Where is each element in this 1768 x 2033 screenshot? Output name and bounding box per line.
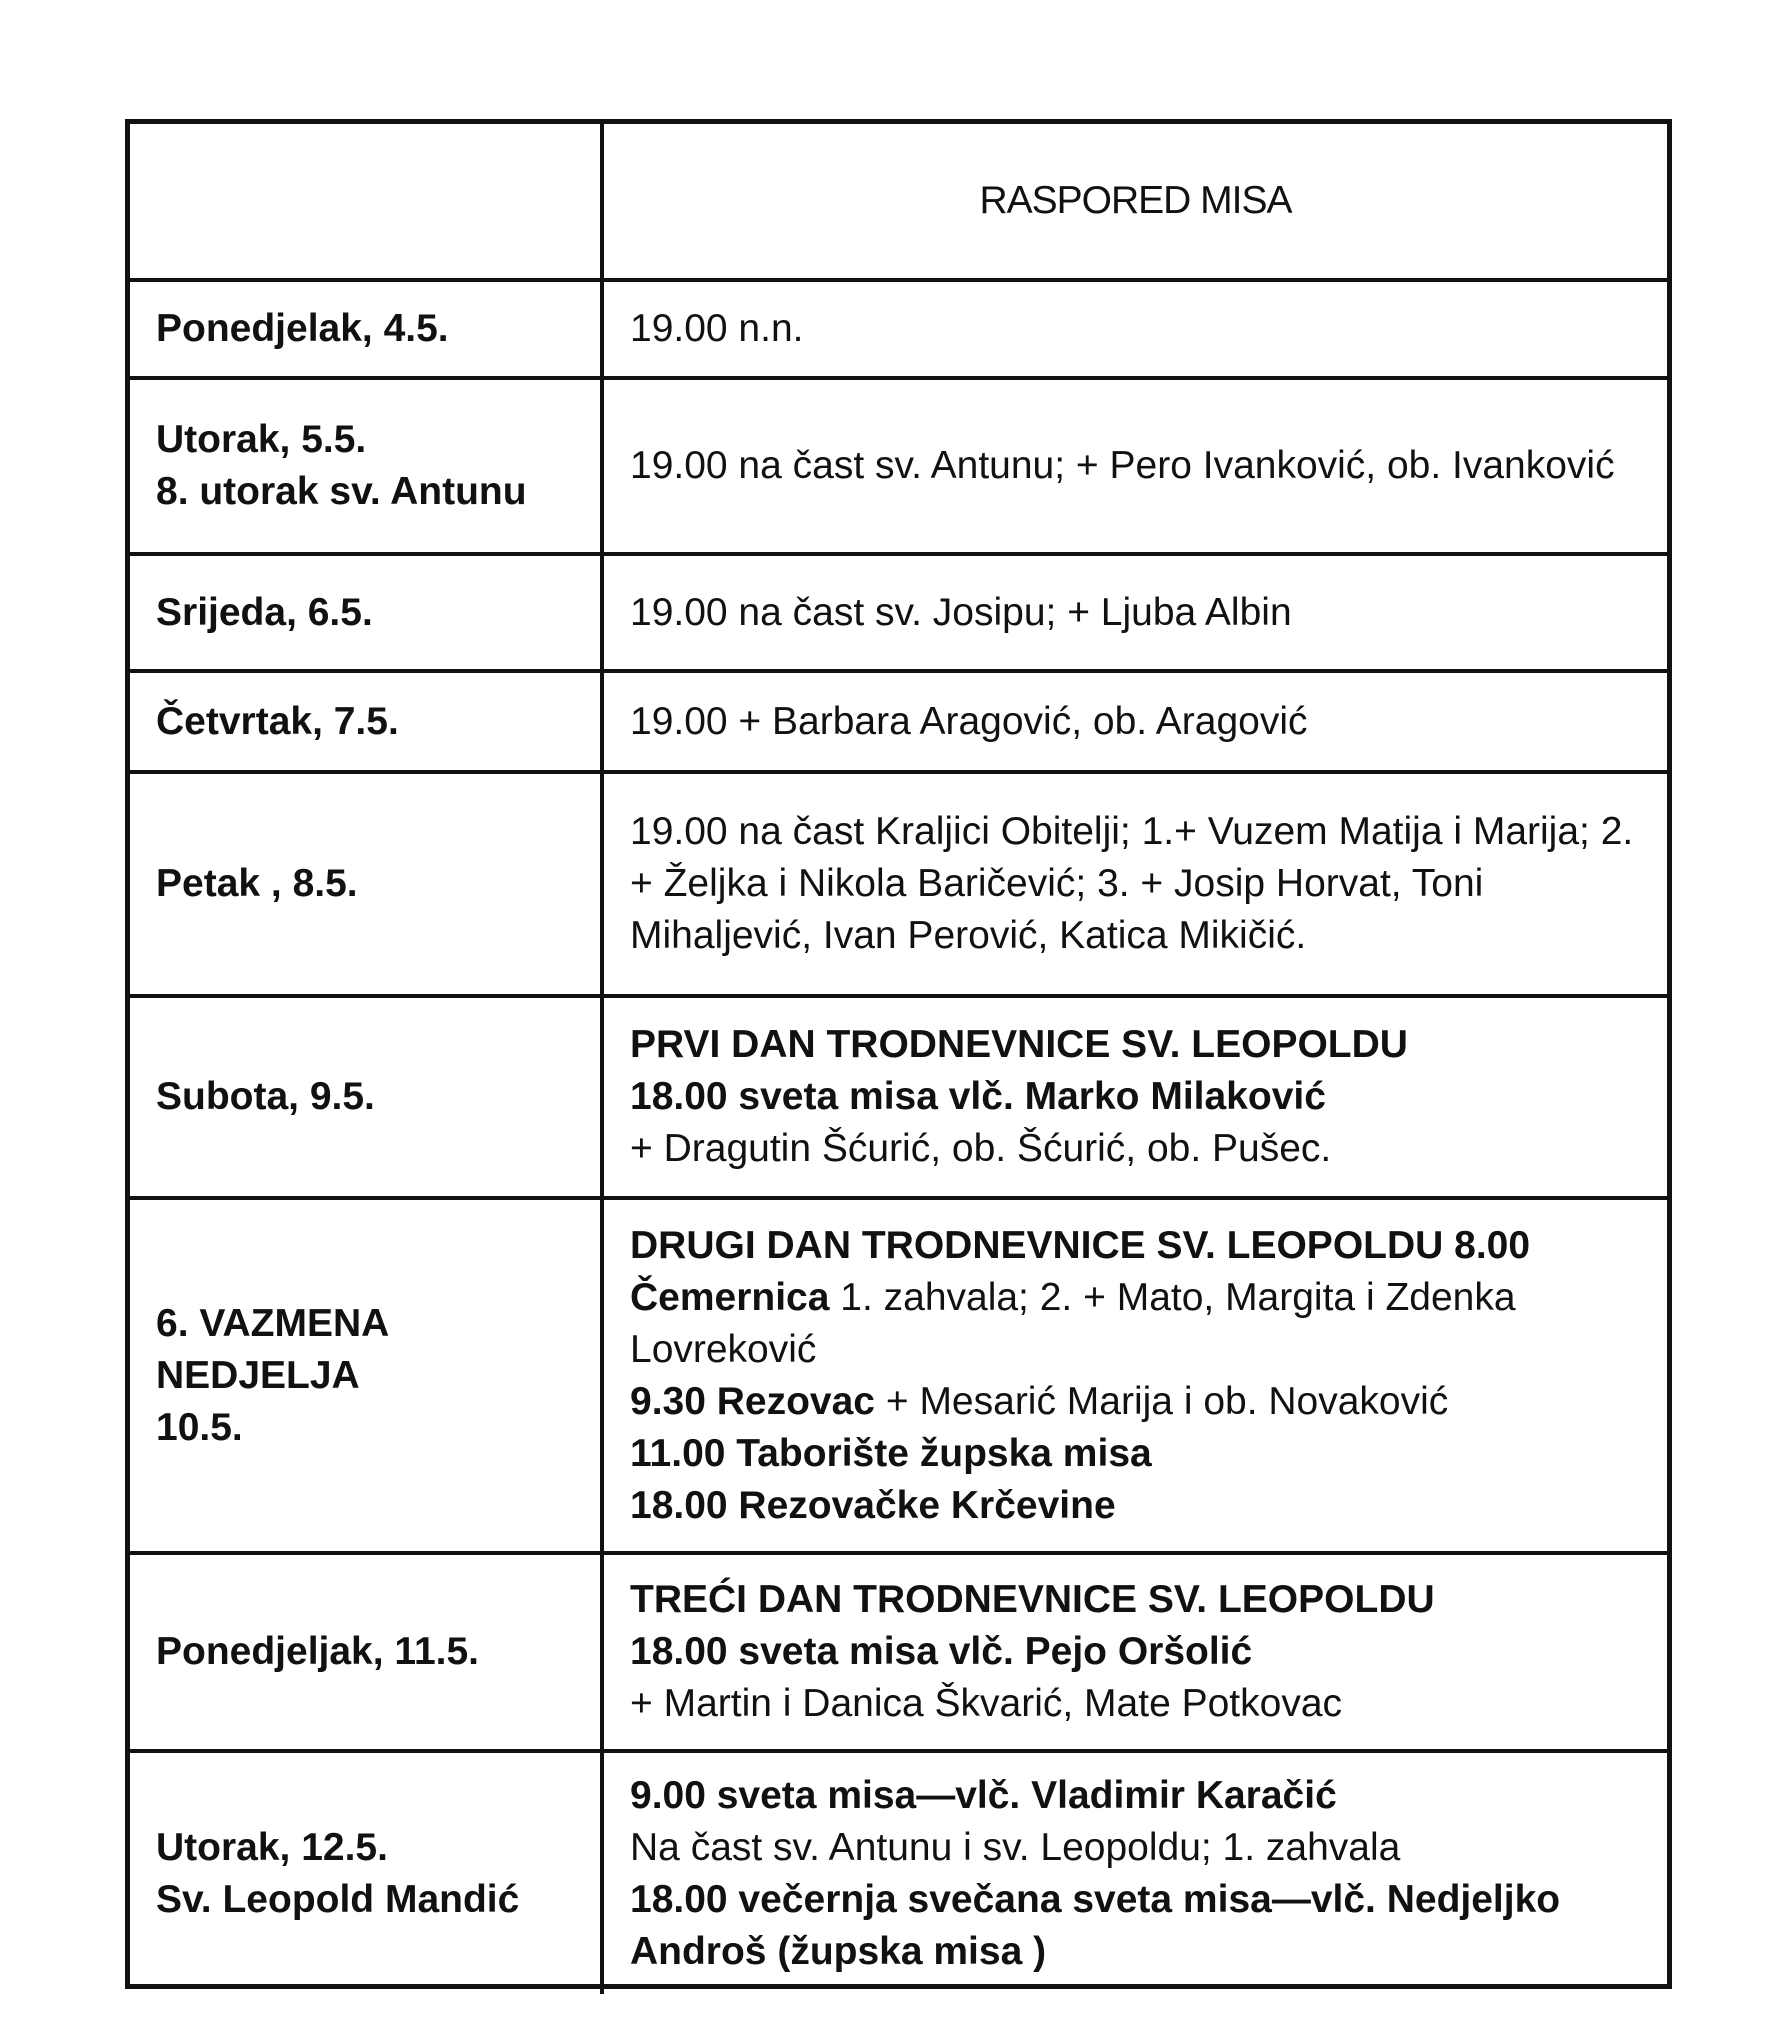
day-cell — [130, 996, 602, 1198]
mass-cell — [602, 1553, 1667, 1751]
table-row — [130, 772, 1667, 996]
table-row — [130, 1198, 1667, 1553]
table-row — [130, 378, 1667, 554]
mass-cell — [602, 378, 1667, 554]
mass-line: 19.00 + Barbara Aragović, ob. Aragović — [630, 699, 1308, 743]
day-date: 10.5. — [156, 1405, 243, 1449]
day-label: Ponedjeljak, 11.5. — [156, 1630, 480, 1673]
mass-intention: + Martin i Danica Škvarić, Mate Potkovac — [630, 1682, 1343, 1725]
table-row — [130, 1553, 1667, 1751]
mass-cell — [602, 772, 1667, 996]
day-cell — [130, 554, 602, 671]
table-row — [130, 280, 1667, 378]
mass-line — [630, 1376, 1641, 1428]
header-empty-cell — [130, 124, 602, 280]
day-label: Utorak, 5.5. — [156, 418, 367, 461]
mass-time-celebrant: 18.00 sveta misa vlč. Marko Milaković — [630, 1075, 1326, 1118]
mass-schedule-table — [130, 124, 1667, 1994]
mass-intention: Na čast sv. Antunu i sv. Leopoldu; 1. zahvala — [630, 1825, 1401, 1869]
mass-time-celebrant: 9.00 sveta misa—vlč. Vladimir Karačić — [630, 1773, 1337, 1817]
mass-time-celebrant: 18.00 večernja svečana sveta misa—vlč. Nedjeljko Androš (župska misa ) — [630, 1877, 1561, 1973]
mass-cell — [602, 280, 1667, 378]
day-label: 6. VAZMENA — [156, 1301, 390, 1345]
mass-intention: 1. zahvala; 2. + Mato, Margita i Zdenka Lovreković — [630, 1275, 1516, 1371]
table-row — [130, 996, 1667, 1198]
day-label: Ponedjelak, 4.5. — [156, 307, 449, 350]
day-cell — [130, 1553, 602, 1751]
day-cell — [130, 772, 602, 996]
day-cell — [130, 671, 602, 772]
mass-intention: + Dragutin Šćurić, ob. Šćurić, ob. Pušec. — [630, 1127, 1332, 1170]
mass-location: 11.00 Taborište župska misa — [630, 1431, 1152, 1475]
day-cell — [130, 378, 602, 554]
mass-line: 19.00 na čast sv. Josipu; + Ljuba Albin — [630, 590, 1292, 634]
mass-line — [630, 1220, 1641, 1376]
mass-cell — [602, 671, 1667, 772]
table-row — [130, 671, 1667, 772]
day-label: NEDJELJA — [156, 1353, 360, 1397]
mass-line: 19.00 na čast sv. Antunu; + Pero Ivanković, ob. Ivanković — [630, 444, 1615, 487]
mass-schedule-sheet — [125, 119, 1672, 1989]
mass-intention: + Mesarić Marija i ob. Novaković — [875, 1379, 1449, 1423]
day-label: Petak , 8.5. — [156, 862, 358, 905]
day-label: Četvrtak, 7.5. — [156, 699, 399, 743]
triduum-heading: TREĆI DAN TRODNEVNICE SV. LEOPOLDU — [630, 1578, 1435, 1621]
header-row — [130, 124, 1667, 280]
day-label: Srijeda, 6.5. — [156, 590, 373, 634]
mass-cell — [602, 996, 1667, 1198]
mass-cell — [602, 1198, 1667, 1553]
mass-line: 19.00 na čast Kraljici Obitelji; 1.+ Vuzem Matija i Marija; 2. + Željka i Nikola Baričević; 3. + Josip Horvat, Toni Mihaljević, Ivan Perović, Katica Mikičić. — [630, 810, 1634, 957]
table-row — [130, 554, 1667, 671]
mass-cell — [602, 554, 1667, 671]
day-cell — [130, 280, 602, 378]
day-cell — [130, 1198, 602, 1553]
day-note: 8. utorak sv. Antunu — [156, 470, 527, 513]
mass-location: 18.00 Rezovačke Krčevine — [630, 1483, 1116, 1527]
day-cell — [130, 1751, 602, 1994]
mass-location: DRUGI DAN TRODNEVNICE SV. LEOPOLDU 8.00 Čemernica — [630, 1223, 1531, 1319]
table-row — [130, 1751, 1667, 1994]
page-title: RASPORED MISA — [602, 124, 1667, 280]
mass-cell — [602, 1751, 1667, 1994]
mass-location: 9.30 Rezovac — [630, 1379, 875, 1423]
triduum-heading: PRVI DAN TRODNEVNICE SV. LEOPOLDU — [630, 1023, 1408, 1066]
day-feast: Sv. Leopold Mandić — [156, 1877, 520, 1921]
day-label: Utorak, 12.5. — [156, 1825, 388, 1869]
mass-line: 19.00 n.n. — [630, 307, 804, 350]
mass-time-celebrant: 18.00 sveta misa vlč. Pejo Oršolić — [630, 1630, 1253, 1673]
day-label: Subota, 9.5. — [156, 1075, 375, 1118]
